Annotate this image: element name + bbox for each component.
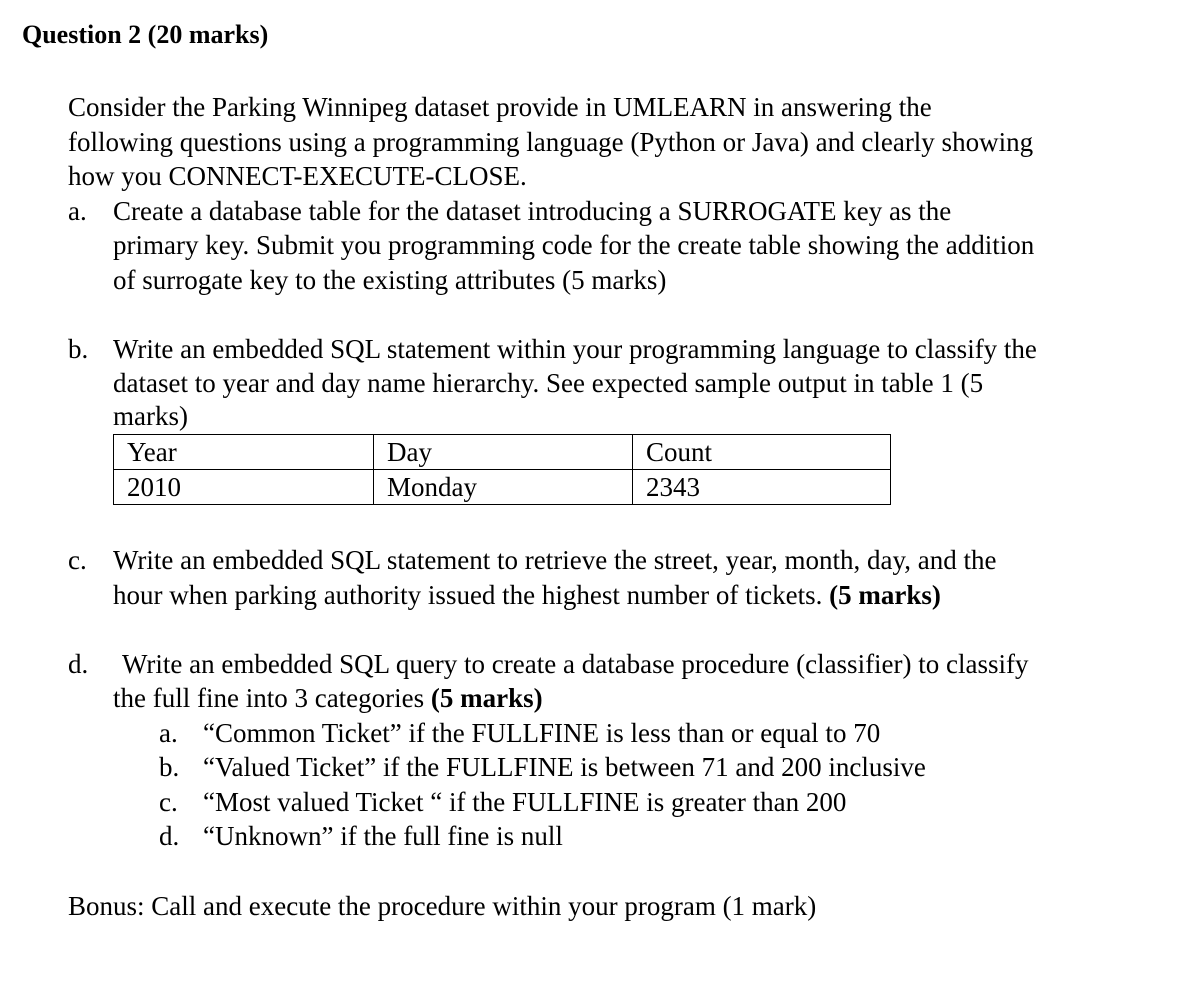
part-d-marks: (5 marks) [430, 683, 543, 713]
table-header-row [114, 435, 891, 470]
part-b-line-1: Write an embedded SQL statement within your programming language to classify the [113, 334, 1037, 364]
part-d-line-2-text: the full fine into 3 categories [113, 683, 431, 713]
table-cell: 2343 [633, 470, 891, 505]
part-b-marker: b. [68, 334, 89, 364]
table-header-cell: Day [374, 435, 633, 470]
sub-item-text: “Most valued Ticket “ if the FULLFINE is greater than 200 [203, 787, 847, 817]
intro-line-2: following questions using a programming language (Python or Java) and clearly showing [68, 127, 1034, 157]
part-a-line-3: of surrogate key to the existing attributes (5 marks) [113, 265, 667, 295]
intro-line-1: Consider the Parking Winnipeg dataset provide in UMLEARN in answering the [68, 92, 932, 122]
table-header-cell: Year [114, 435, 374, 470]
question-title: Question 2 (20 marks) [22, 20, 269, 49]
part-b-line-3: marks) [113, 401, 188, 431]
part-c-line-2-text: hour when parking authority issued the highest number of tickets. [113, 580, 830, 610]
sub-item-marker: c. [159, 787, 178, 817]
part-a-marker: a. [68, 196, 87, 226]
sub-item-marker: b. [159, 752, 180, 782]
sub-item-text: “Common Ticket” if the FULLFINE is less than or equal to 70 [203, 718, 881, 748]
part-c-line-2 [113, 578, 941, 612]
table-header-cell: Count [633, 435, 891, 470]
sub-item-marker: a. [159, 718, 178, 748]
part-c-marker: c. [68, 545, 87, 575]
part-b-line-2: dataset to year and day name hierarchy. See expected sample output in table 1 (5 [113, 368, 984, 398]
part-c-marks: (5 marks) [829, 580, 941, 610]
sub-item-text: “Unknown” if the full fine is null [203, 821, 563, 851]
part-a-line-1: Create a database table for the dataset introducing a SURROGATE key as the [113, 196, 952, 226]
sub-item-text: “Valued Ticket” if the FULLFINE is between 71 and 200 inclusive [203, 752, 926, 782]
part-d-line-1: Write an embedded SQL query to create a database procedure (classifier) to classify [122, 649, 1029, 679]
part-c-line-1: Write an embedded SQL statement to retrieve the street, year, month, day, and the [113, 545, 997, 575]
bonus-text: Bonus: Call and execute the procedure within your program (1 mark) [68, 891, 817, 921]
table-row [114, 470, 891, 505]
table-cell: 2010 [114, 470, 374, 505]
table-cell: Monday [374, 470, 633, 505]
part-a-line-2: primary key. Submit you programming code for the create table showing the addition [113, 230, 1035, 260]
part-d-marker: d. [68, 649, 89, 679]
sub-item-marker: d. [159, 821, 180, 851]
intro-line-3: how you CONNECT-EXECUTE-CLOSE. [68, 161, 527, 191]
sample-output-table [113, 434, 891, 505]
part-d-line-2 [113, 681, 543, 715]
